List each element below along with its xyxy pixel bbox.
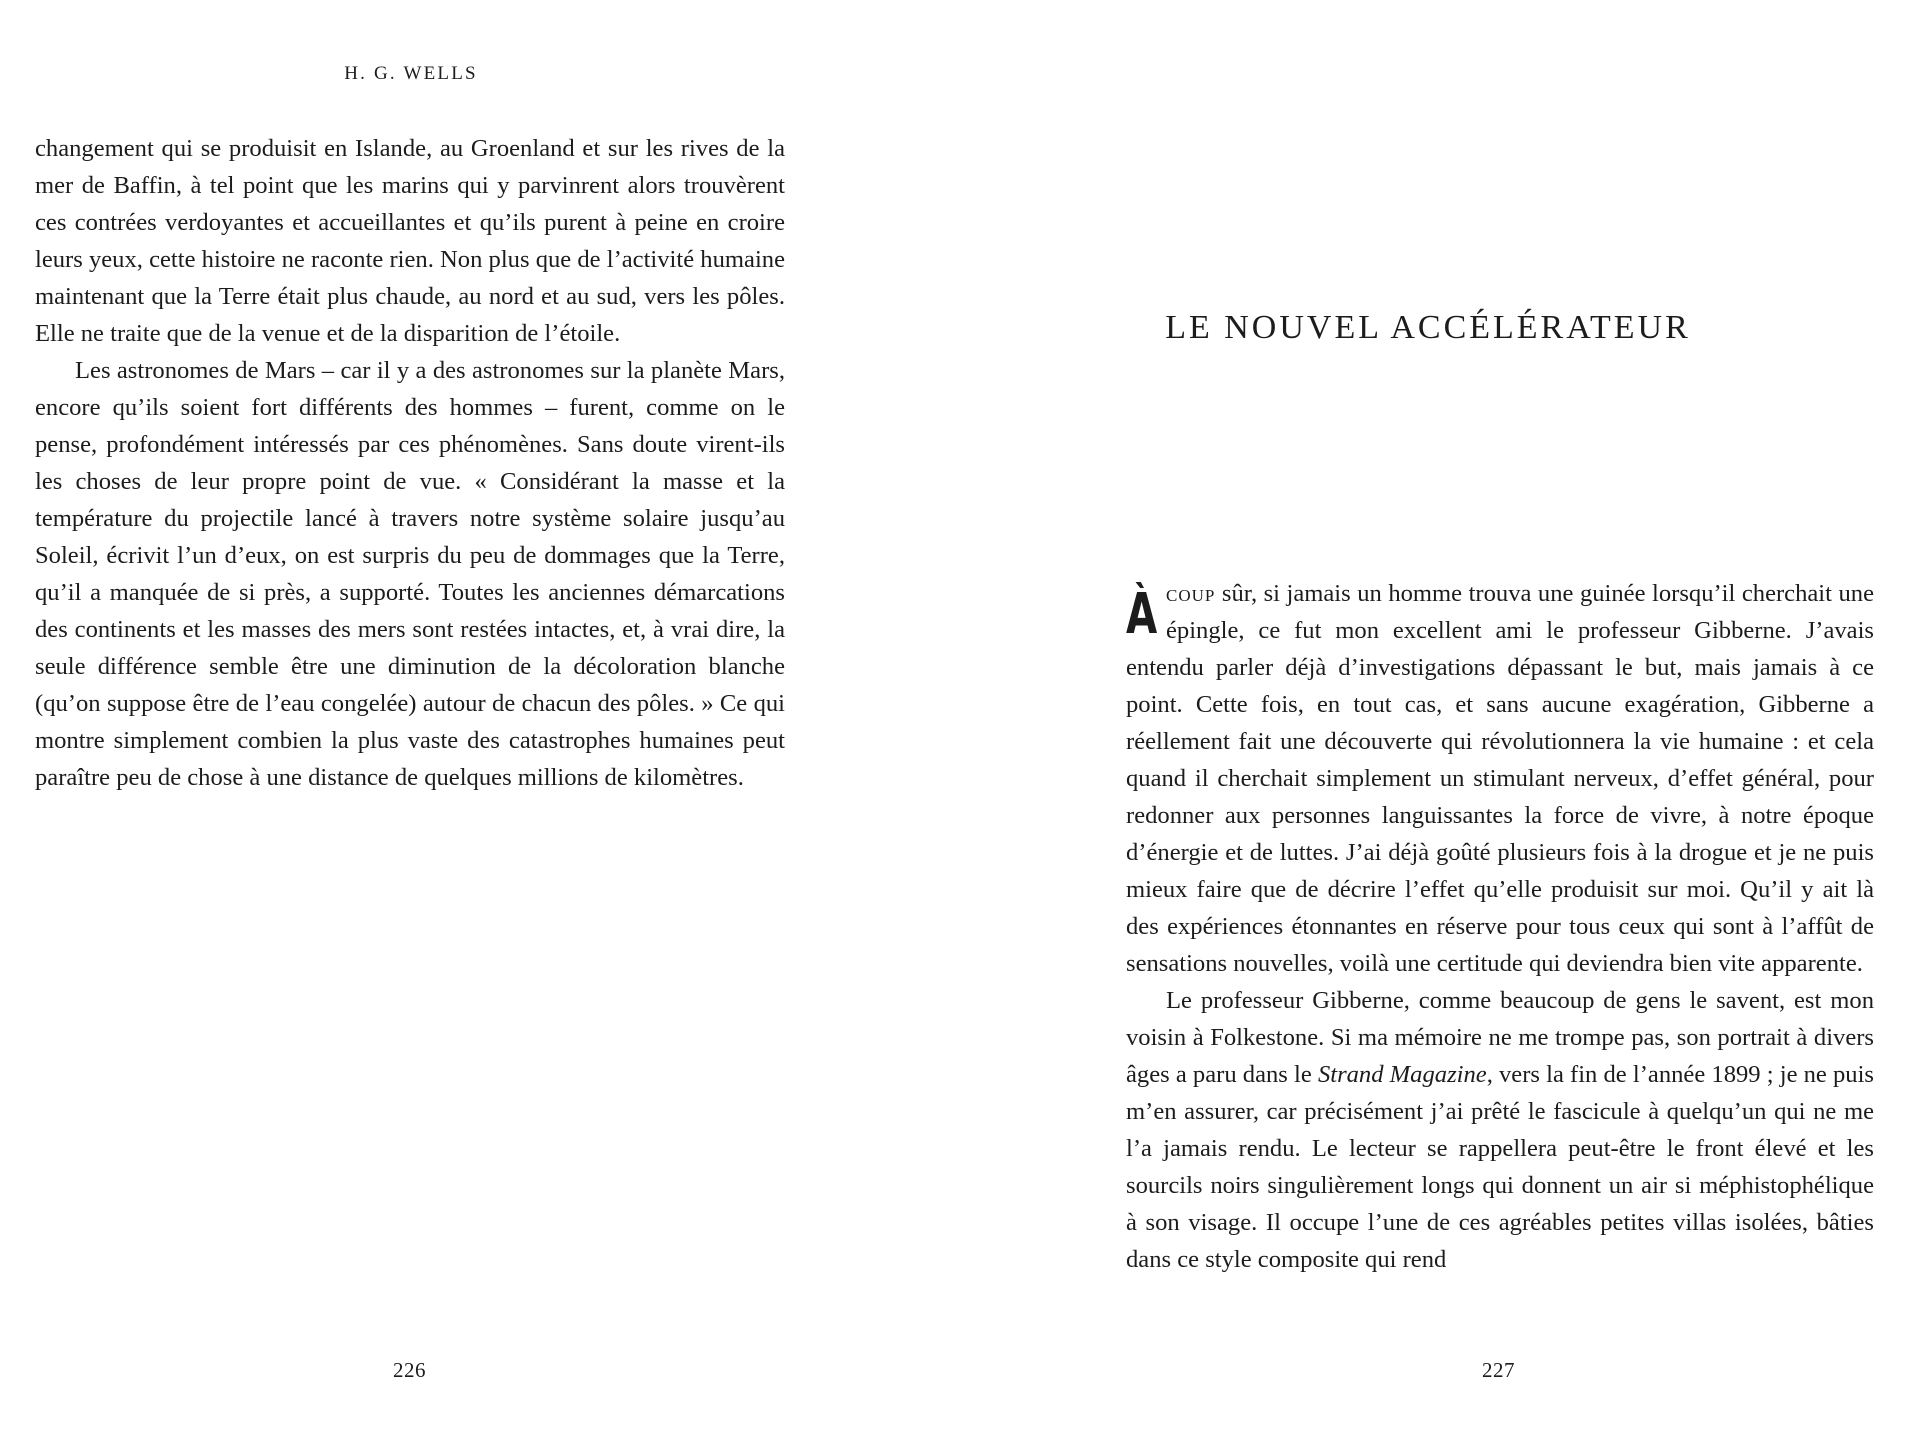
running-head: H. G. WELLS	[344, 63, 478, 84]
left-page-body	[35, 130, 785, 796]
drop-cap: À	[1126, 582, 1158, 647]
paragraph: Les astronomes de Mars – car il y a des astronomes sur la planète Mars, encore qu’ils soient fort différents des hommes – furent, comme on le pense, profondément intéressés par ces phénomènes. Sans doute virent-ils les choses de leur propre point de vue. « Considérant la masse et la température du projectile lancé à travers notre système solaire jusqu’au Soleil, écrivit l’un d’eux, on est surpris du peu de dommages que la Terre, qu’il a manquée de si près, a supporté. Toutes les anciennes démarcations des continents et les masses des mers sont restées intactes, et, à vrai dire, la seule différence semble être une diminution de la décoloration blanche (qu’on suppose être de l’eau congelée) autour de chacun des pôles. » Ce qui montre simplement combien la plus vaste des catastrophes humaines peut paraître peu de chose à une distance de quelques millions de kilomètres.	[35, 357, 785, 791]
chapter-title: LE NOUVEL ACCÉLÉRATEUR	[1165, 309, 1691, 346]
paragraph	[1126, 575, 1874, 982]
magazine-title: Strand Magazine	[1317, 1061, 1487, 1088]
paragraph: changement qui se produisit en Islande, au Groenland et sur les rives de la mer de Baffin, à tel point que les marins qui y parvinrent alors trouvèrent ces contrées verdoyantes et accueillantes et qu’ils purent à peine en croire leurs yeux, cette histoire ne raconte rien. Non plus que de l’activité humaine maintenant que la Terre était plus chaude, au nord et au sud, vers les pôles. Elle ne traite que de la venue et de la disparition de l’étoile.	[35, 135, 785, 347]
paragraph-text: , vers la fin de l’année 1899 ; je ne puis m’en assurer, car précisément j’ai prêté le fascicule à quelqu’un qui ne me l’a jamais rendu. Le lecteur se rappellera peut-être le front élevé et les sourcils noirs singulièrement longs qui donnent un air si méphistophélique à son visage. Il occupe l’une de ces agréables petites villas isolées, bâties dans ce style composite qui rend	[1126, 1061, 1875, 1273]
paragraph-text: Le professeur Gibberne, comme beaucoup de gens le savent, est mon voisin à Folkestone. Si ma mémoire ne me trompe pas, son portrait à divers âges a paru dans le	[1126, 987, 1874, 1088]
right-page	[960, 0, 1920, 1445]
paragraph	[1126, 982, 1874, 1278]
page-number: 226	[393, 1358, 426, 1382]
page-number: 227	[1482, 1358, 1515, 1382]
lead-small-caps: coup	[1166, 580, 1216, 607]
right-page-body	[1126, 575, 1874, 1278]
paragraph-text: sûr, si jamais un homme trouva une guinée lorsqu’il cherchait une épingle, ce fut mon excellent ami le professeur Gibberne. J’avais entendu parler déjà d’investigations dépassant le but, mais jamais à ce point. Cette fois, en tout cas, et sans aucune exagération, Gibberne a réellement fait une découverte qui révolutionnera la vie humaine : et cela quand il cherchait simplement un stimulant nerveux, d’effet général, pour redonner aux personnes languissantes la force de vivre, à notre époque d’énergie et de luttes. J’ai déjà goûté plusieurs fois à la drogue et je ne puis mieux faire que de décrire l’effet qu’elle produisit sur moi. Qu’il y ait là des expériences étonnantes en réserve pour tous ceux qui sont à l’affût de sensations nouvelles, voilà une certitude qui deviendra bien vite apparente.	[1126, 580, 1874, 977]
